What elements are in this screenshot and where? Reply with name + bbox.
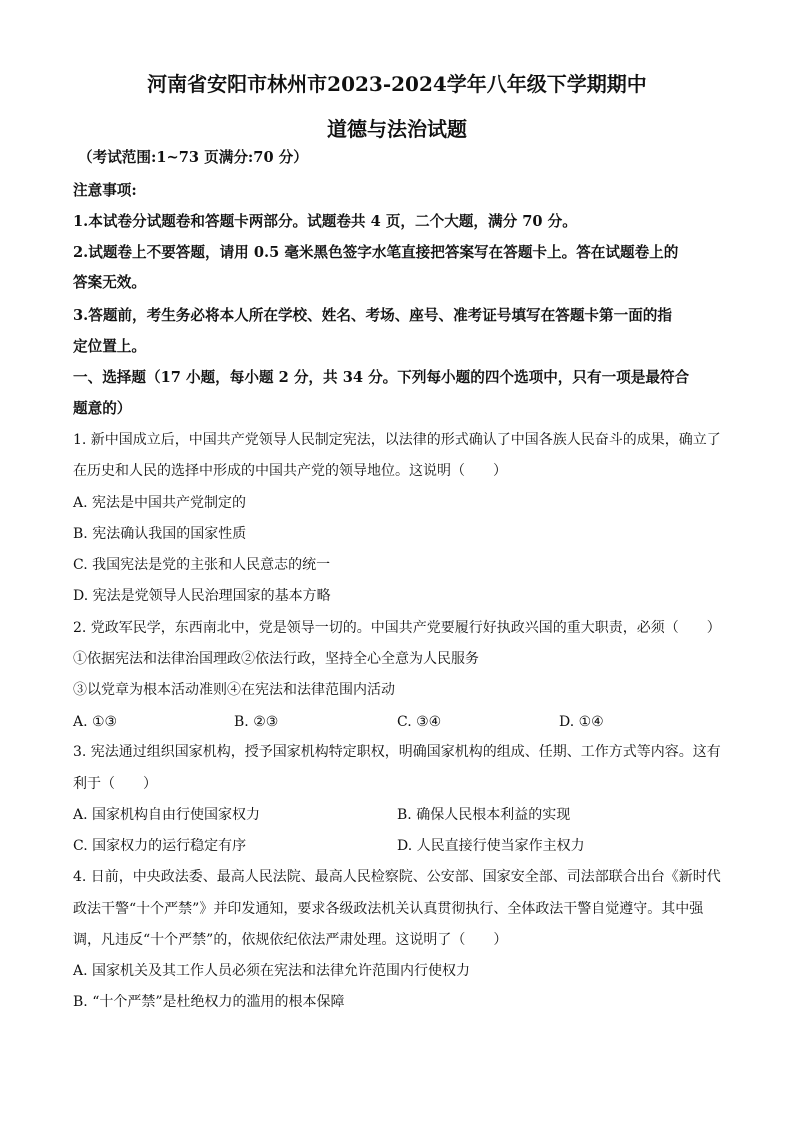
notice-item-2-line-1: 2.试题卷上不要答题，请用 0.5 毫米黑色签字水笔直接把答案写在答题卡上。答在试题卷上的 bbox=[73, 244, 679, 261]
question-3-options-row-1 bbox=[73, 805, 733, 825]
question-3-options-row-2 bbox=[73, 836, 733, 856]
question-3-stem-line-1: 3. 宪法通过组织国家机构，授予国家机构特定职权，明确国家机构的组成、任期、工作方式等内容。这有 bbox=[73, 744, 721, 760]
notice-item-3-line-1: 3.答题前，考生务必将本人所在学校、姓名、考场、座号、准考证号填写在答题卡第一面的指 bbox=[73, 307, 672, 324]
question-2-option-c: C. ③④ bbox=[397, 714, 442, 730]
question-4-stem-line-1: 4. 日前，中央政法委、最高人民法院、最高人民检察院、公安部、国家安全部、司法部联合出台《新时代 bbox=[73, 869, 721, 885]
question-2-stem: 2. 党政军民学，东西南北中，党是领导一切的。中国共产党要履行好执政兴国的重大职责，必须（ ） bbox=[73, 620, 721, 636]
question-3-option-b: B. 确保人民根本利益的实现 bbox=[397, 807, 571, 823]
question-2-option-a: A. ①③ bbox=[73, 714, 118, 730]
exam-subject-title: 道德与法治试题 bbox=[327, 117, 467, 141]
question-1-option-b: B. 宪法确认我国的国家性质 bbox=[73, 526, 247, 542]
question-3-option-c: C. 国家权力的运行稳定有序 bbox=[73, 838, 247, 854]
question-2-options bbox=[73, 712, 733, 732]
question-1-option-d: D. 宪法是党领导人民治理国家的基本方略 bbox=[73, 588, 331, 604]
question-2-statements-1-2: ①依据宪法和法律治国理政②依法行政，坚持全心全意为人民服务 bbox=[73, 651, 479, 667]
notice-item-1: 1.本试卷分试题卷和答题卡两部分。试题卷共 4 页，二个大题，满分 70 分。 bbox=[73, 213, 577, 230]
question-2-option-b: B. ②③ bbox=[234, 714, 279, 730]
question-4-option-b: B. “十个严禁”是杜绝权力的滥用的根本保障 bbox=[73, 994, 345, 1010]
question-3-stem-line-2: 利于（ ） bbox=[73, 776, 157, 792]
question-1-stem-line-1: 1. 新中国成立后，中国共产党领导人民制定宪法，以法律的形式确认了中国各族人民奋斗的成果，确立了 bbox=[73, 432, 721, 448]
notice-item-2-line-2: 答案无效。 bbox=[73, 274, 146, 291]
question-1-option-c: C. 我国宪法是党的主张和人民意志的统一 bbox=[73, 557, 331, 573]
exam-scope: （考试范围:1~73 页满分:70 分） bbox=[78, 149, 308, 166]
question-2-statements-3-4: ③以党章为根本活动准则④在宪法和法律范围内活动 bbox=[73, 682, 395, 698]
question-4-option-a: A. 国家机关及其工作人员必须在宪法和法律允许范围内行使权力 bbox=[73, 963, 471, 979]
question-1-stem-line-2: 在历史和人民的选择中形成的中国共产党的领导地位。这说明（ ） bbox=[73, 463, 507, 479]
section-1-heading-line-2: 题意的） bbox=[73, 400, 132, 417]
notice-item-3-line-2: 定位置上。 bbox=[73, 338, 146, 355]
section-1-heading-line-1: 一、选择题（17 小题，每小题 2 分，共 34 分。下列每小题的四个选项中，只有一项是最符合 bbox=[73, 369, 690, 386]
exam-title: 河南省安阳市林州市2023-2024学年八年级下学期期中 bbox=[147, 72, 647, 96]
notice-heading: 注意事项: bbox=[73, 182, 137, 199]
question-3-option-a: A. 国家机构自由行使国家权力 bbox=[73, 807, 261, 823]
question-4-stem-line-2: 政法干警“十个严禁”》并印发通知，要求各级政法机关认真贯彻执行、全体政法干警自觉遵守。其中强 bbox=[73, 901, 704, 917]
question-1-option-a: A. 宪法是中国共产党制定的 bbox=[73, 495, 247, 511]
question-4-stem-line-3: 调，凡违反“十个严禁”的，依规依纪依法严肃处理。这说明了（ ） bbox=[73, 932, 508, 948]
question-3-option-d: D. 人民直接行使当家作主权力 bbox=[397, 838, 585, 854]
question-2-option-d: D. ①④ bbox=[559, 714, 604, 730]
